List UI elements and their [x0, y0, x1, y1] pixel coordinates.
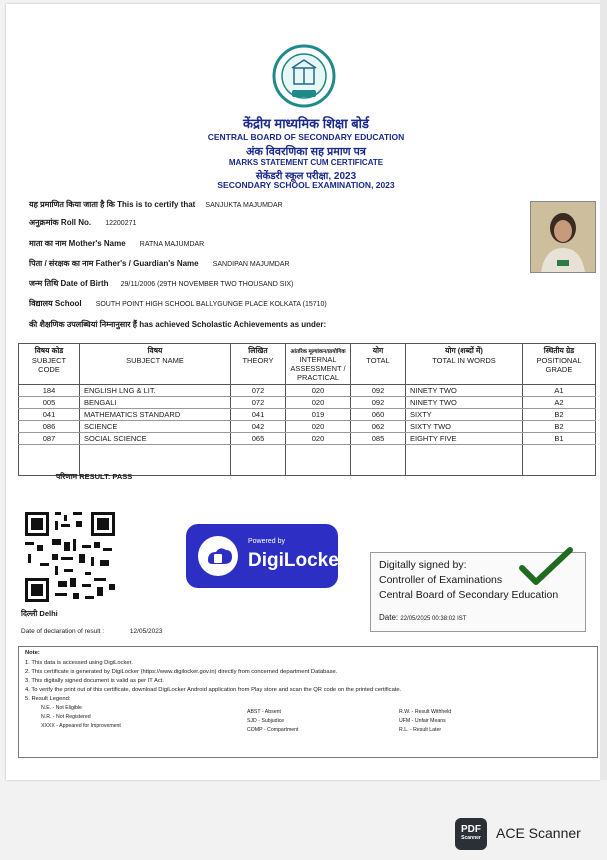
- theory-marks: 072: [231, 385, 286, 397]
- table-row: [19, 433, 596, 445]
- theory-marks: 072: [231, 397, 286, 409]
- digilocker-name: DigiLocker: [248, 550, 347, 571]
- positional-grade: A2: [523, 397, 596, 409]
- total-marks: 060: [351, 409, 406, 421]
- subject-code: 087: [19, 433, 80, 445]
- declaration-label: Date of declaration of result :: [21, 628, 105, 635]
- result-status: परिणाम RESULT: PASS: [56, 472, 133, 481]
- header-internal: आंतरिक मूल्यांकन/प्रायोगिक INTERNAL ASSESSMENT / PRACTICAL: [286, 344, 351, 385]
- roll-number: 12200271: [105, 220, 137, 227]
- table-filler-row: [19, 445, 596, 476]
- legend-item: UFM - Unfair Means: [399, 718, 446, 724]
- legend-item: N.E. - Not Eligible: [41, 705, 82, 711]
- total-in-words: SIXTY TWO: [406, 421, 523, 433]
- date-of-birth: 29/11/2006 (29TH NOVEMBER TWO THOUSAND SIX): [120, 281, 294, 288]
- legend-item: XXXX - Appeared for Improvement: [41, 723, 121, 729]
- header-theory: लिखित THEORY: [231, 344, 286, 385]
- total-marks: 062: [351, 421, 406, 433]
- marks-table: [18, 343, 596, 476]
- legend-item: SJD - Subjudice: [247, 718, 285, 724]
- internal-marks: 020: [286, 433, 351, 445]
- father-name: SANDIPAN MAJUMDAR: [212, 261, 290, 268]
- legend-item: R.L. - Result Later: [399, 727, 442, 733]
- note-line: 1. This data is accessed using DigiLocker.: [25, 660, 133, 666]
- total-marks: 085: [351, 433, 406, 445]
- header-total: योग TOTAL: [351, 344, 406, 385]
- legend-item: N.R. - Not Registered: [41, 714, 91, 720]
- marksheet: [6, 4, 600, 780]
- school-name: SOUTH POINT HIGH SCHOOL BALLYGUNGE PLACE KOLKATA (15710): [95, 301, 327, 308]
- achievement-text: की शैक्षणिक उपलब्धियां निम्नानुसार हैं has achieved Scholastic Achievements as under:: [29, 320, 327, 329]
- subject-name: SCIENCE: [80, 421, 231, 433]
- dob-label: जन्म तिथि Date of Birth: [29, 279, 109, 288]
- declaration-date: 12/05/2023: [129, 628, 163, 635]
- board-name-hindi: केंद्रीय माध्यमिक शिक्षा बोर्ड: [243, 116, 369, 131]
- signature-line-1: Digitally signed by:: [379, 559, 467, 571]
- portrait-icon: [531, 202, 595, 272]
- document-title-hindi: अंक विवरणिका सह प्रमाण पत्र: [246, 146, 366, 158]
- declaration-row: [21, 628, 162, 635]
- header-grade: स्थितीय ग्रेड POSITIONAL GRADE: [523, 344, 596, 385]
- pdf-scanner-icon: PDF Scanner: [455, 818, 487, 850]
- mother-row: [29, 238, 204, 249]
- subject-code: 005: [19, 397, 80, 409]
- note-line: 2. This certificate is generated by DigiLocker (https://www.digilocker.gov.in) directly from concerned department Database.: [25, 669, 338, 675]
- note-line: 5. Result Legend:: [25, 696, 71, 702]
- board-name: CENTRAL BOARD OF SECONDARY EDUCATION: [207, 132, 405, 142]
- powered-by-text: Powered by: [248, 538, 285, 545]
- qr-code-icon[interactable]: [25, 512, 115, 602]
- internal-marks: 020: [286, 385, 351, 397]
- signature-date-row: [379, 613, 466, 622]
- positional-grade: B1: [523, 433, 596, 445]
- positional-grade: B2: [523, 421, 596, 433]
- school-row: [29, 298, 327, 309]
- father-row: [29, 258, 290, 269]
- theory-marks: 042: [231, 421, 286, 433]
- subject-name: SOCIAL SCIENCE: [80, 433, 231, 445]
- table-row: [19, 397, 596, 409]
- exam-title-hindi: सेकेंडरी स्कूल परीक्षा, 2023: [255, 171, 357, 182]
- signature-line-3: Central Board of Secondary Education: [379, 589, 559, 601]
- check-mark-icon: [516, 546, 574, 586]
- table-row: [19, 409, 596, 421]
- positional-grade: A1: [523, 385, 596, 397]
- legend-item: ABST - Absent: [247, 709, 281, 715]
- subject-name: MATHEMATICS STANDARD: [80, 409, 231, 421]
- mother-name: RATNA MAJUMDAR: [139, 241, 205, 248]
- positional-grade: B2: [523, 409, 596, 421]
- total-in-words: EIGHTY FIVE: [406, 433, 523, 445]
- header-subject-code: विषय कोड SUBJECT CODE: [19, 344, 80, 385]
- subject-code: 086: [19, 421, 80, 433]
- marks-header-row: [19, 344, 596, 385]
- header-subject-name: विषय SUBJECT NAME: [80, 344, 231, 385]
- dob-row: [29, 278, 293, 289]
- theory-marks: 041: [231, 409, 286, 421]
- exam-title: SECONDARY SCHOOL EXAMINATION, 2023: [217, 180, 395, 190]
- student-name: SANJUKTA MAJUMDAR: [205, 202, 283, 209]
- total-in-words: SIXTY: [406, 409, 523, 421]
- digilocker-badge: [186, 524, 347, 588]
- total-in-words: NINETY TWO: [406, 385, 523, 397]
- table-row: [19, 385, 596, 397]
- note-line: 4. To verify the print out of this certificate, download DigiLocker Android application from Play store and scan the QR code on the printed certificate.: [25, 687, 402, 693]
- achievement-statement: [29, 319, 326, 330]
- total-in-words: NINETY TWO: [406, 397, 523, 409]
- internal-marks: 019: [286, 409, 351, 421]
- place: दिल्ली Delhi: [21, 609, 58, 618]
- subject-name: BENGALI: [80, 397, 231, 409]
- internal-marks: 020: [286, 397, 351, 409]
- signature-date: 22/05/2025 00:38:02 IST: [400, 616, 467, 622]
- certify-row: [29, 199, 283, 210]
- subject-code: 184: [19, 385, 80, 397]
- internal-marks: 020: [286, 421, 351, 433]
- note-line: 3. This digitally signed document is valid as per IT Act.: [25, 678, 164, 684]
- signature-date-label: Date:: [379, 613, 399, 622]
- page-edge: [600, 0, 607, 780]
- student-photo: [530, 201, 596, 273]
- roll-label: अनुक्रमांक Roll No.: [29, 218, 92, 227]
- document-title: MARKS STATEMENT CUM CERTIFICATE: [228, 158, 384, 167]
- legend-item: COMP - Compartment: [247, 727, 299, 733]
- cbse-seal-icon: [272, 44, 336, 108]
- subject-code: 041: [19, 409, 80, 421]
- school-label: विद्यालय School: [29, 299, 82, 308]
- header-total-words: योग (शब्दों में) TOTAL IN WORDS: [406, 344, 523, 385]
- legend-item: R.W. - Result Withheld: [399, 709, 452, 715]
- table-row: [19, 421, 596, 433]
- subject-name: ENGLISH LNG & LIT.: [80, 385, 231, 397]
- signature-line-2: Controller of Examinations: [379, 574, 503, 586]
- total-marks: 092: [351, 397, 406, 409]
- mother-label: माता का नाम Mother's Name: [29, 239, 126, 248]
- certify-label: यह प्रमाणित किया जाता है कि This is to certify that: [29, 200, 196, 209]
- total-marks: 092: [351, 385, 406, 397]
- theory-marks: 065: [231, 433, 286, 445]
- roll-row: [29, 217, 136, 228]
- digilocker-logo-icon: [196, 534, 240, 578]
- father-label: पिता / संरक्षक का नाम Father's / Guardian's Name: [29, 259, 199, 268]
- notes-box: [18, 646, 598, 758]
- scanner-label: ACE Scanner: [496, 825, 581, 841]
- notes-title: Note:: [25, 650, 40, 656]
